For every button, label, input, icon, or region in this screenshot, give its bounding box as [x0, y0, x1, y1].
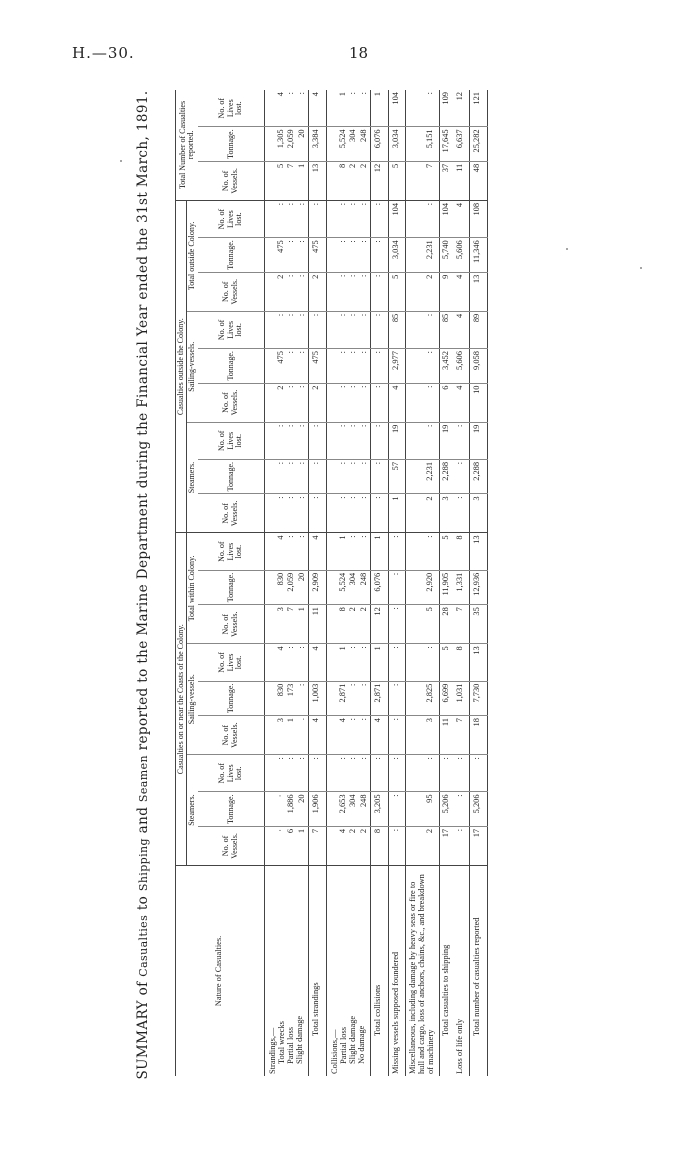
- cell-value: 121: [470, 90, 488, 127]
- cell-value: 830 2,059 20: [264, 570, 309, 604]
- cell-value: 2,653 304 248: [326, 792, 371, 826]
- label-partial-loss: Partial loss: [285, 1027, 295, 1064]
- cell-value: 25,282: [470, 127, 488, 161]
- col-lives: No. of Lives lost.: [198, 422, 265, 459]
- cell-value: 12: [453, 90, 470, 127]
- label-total-strandings: Total strandings: [311, 982, 321, 1036]
- row-total-reported: [470, 90, 488, 1076]
- row-total-collisions: [371, 90, 389, 1076]
- cell-value: :: [406, 311, 440, 348]
- page-number: 18: [349, 44, 369, 62]
- cell-value: 475: [309, 349, 327, 383]
- cell-value: 4: [309, 90, 327, 127]
- cell-value: :: [453, 494, 470, 533]
- cell-value: 5,524 304 248: [326, 127, 371, 161]
- cell-value: :: [371, 238, 389, 272]
- col-sailing-near: Sailing-vessels.: [187, 644, 198, 755]
- cell-value: 5,524 304 248: [326, 570, 371, 604]
- cell-value: 4: [371, 716, 389, 755]
- cell-value: 4: [309, 644, 327, 681]
- cell-value: 5,740: [440, 238, 453, 272]
- cell-value: 9,058: [470, 349, 488, 383]
- cell-value: 4: [309, 716, 327, 755]
- casualties-summary-table: [175, 90, 488, 1076]
- cell-value: 4: [453, 311, 470, 348]
- row-collisions: [326, 90, 371, 1076]
- col-group-near: Casualties on or near the Coasts of the Colony.: [176, 533, 187, 866]
- col-sailing-outside: Sailing-vessels.: [187, 311, 198, 422]
- cell-value: 108: [470, 200, 488, 237]
- table-title: SUMMARY of Casualties to Shipping and Seamen reported to the Marine Department during the Financial Year ended the 31st March, 1891.: [135, 90, 151, 1080]
- cell-value: :: [371, 383, 389, 422]
- cell-value: 5,606: [453, 349, 470, 383]
- cell-value: :: [388, 644, 406, 681]
- cell-value: : : :: [326, 349, 371, 383]
- cell-value: 3,452: [440, 349, 453, 383]
- cell-value: : : :: [326, 459, 371, 493]
- cell-value: 10: [470, 383, 488, 422]
- cell-value: :: [406, 349, 440, 383]
- cell-value: 11,346: [470, 238, 488, 272]
- cell-value: 475 : :: [264, 349, 309, 383]
- col-lives: No. of Lives lost.: [198, 311, 265, 348]
- cell-value: 2,288: [470, 459, 488, 493]
- cell-value: 11: [309, 605, 327, 644]
- cell-value: :: [406, 533, 440, 570]
- col-tonnage: Tonnage.: [198, 570, 265, 604]
- label-slight-damage: Slight damage: [294, 1015, 304, 1064]
- cell-value: 2: [406, 826, 440, 865]
- cell-value: 2: [309, 383, 327, 422]
- col-lives: No. of Lives lost.: [198, 644, 265, 681]
- cell-value: 95: [406, 792, 440, 826]
- col-vessels: No. of Vessels.: [198, 383, 265, 422]
- cell-value: :: [371, 200, 389, 237]
- cell-value: 8: [453, 533, 470, 570]
- cell-value: 104: [388, 200, 406, 237]
- cell-value: : : :: [326, 200, 371, 237]
- cell-value: 19: [440, 422, 453, 459]
- header-reference: H.—30.: [72, 44, 135, 62]
- col-total-outside: Total outside Colony.: [187, 200, 198, 311]
- cell-value: 7: [453, 716, 470, 755]
- cell-value: 3 7 1: [264, 605, 309, 644]
- col-tonnage: Tonnage.: [198, 349, 265, 383]
- cell-value: 2,871: [371, 681, 389, 715]
- col-tonnage: Tonnage.: [198, 238, 265, 272]
- cell-value: :: [453, 422, 470, 459]
- cell-value: :: [388, 681, 406, 715]
- cell-value: 7,730: [470, 681, 488, 715]
- cell-value: 1,031: [453, 681, 470, 715]
- cell-value: 12: [371, 605, 389, 644]
- cell-value: :: [309, 755, 327, 792]
- cell-value: :: [406, 383, 440, 422]
- cell-value: 1: [388, 494, 406, 533]
- cell-value: 4: [453, 272, 470, 311]
- cell-value: 11: [453, 161, 470, 200]
- cell-value: : : :: [326, 422, 371, 459]
- cell-value: 6,637: [453, 127, 470, 161]
- label-c-partial-loss: Partial loss: [338, 1027, 348, 1064]
- row-missing: [388, 90, 406, 1076]
- cell-value: 5 7 1: [264, 161, 309, 200]
- cell-value: 85: [388, 311, 406, 348]
- cell-value: 7: [309, 826, 327, 865]
- cell-value: 2,231: [406, 238, 440, 272]
- cell-value: : : :: [264, 200, 309, 237]
- cell-value: 19: [388, 422, 406, 459]
- cell-value: : : :: [264, 494, 309, 533]
- cell-value: :: [470, 755, 488, 792]
- row-loss-of-life: [453, 90, 470, 1076]
- cell-value: 19: [470, 422, 488, 459]
- cell-value: 13: [470, 533, 488, 570]
- cell-value: 2,977: [388, 349, 406, 383]
- cell-value: 2,825: [406, 681, 440, 715]
- cell-value: 4: [309, 533, 327, 570]
- label-c-slight-damage: Slight damage: [347, 1015, 357, 1064]
- col-lives: No. of Lives lost.: [198, 755, 265, 792]
- cell-value: 57: [388, 459, 406, 493]
- cell-value: 3: [470, 494, 488, 533]
- cell-value: 3 1 .: [264, 716, 309, 755]
- cell-value: · 6 1: [264, 826, 309, 865]
- cell-value: 9: [440, 272, 453, 311]
- cell-value: 4 : :: [326, 716, 371, 755]
- cell-value: 1 : :: [326, 533, 371, 570]
- cell-value: 1: [371, 90, 389, 127]
- cell-value: :: [309, 311, 327, 348]
- cell-value: : : :: [326, 238, 371, 272]
- cell-value: :: [440, 755, 453, 792]
- cell-value: 89: [470, 311, 488, 348]
- cell-value: 2 : :: [264, 272, 309, 311]
- col-lives: No. of Lives lost.: [198, 200, 265, 237]
- label-strandings: Strandings,—: [267, 1027, 277, 1074]
- col-vessels: No. of Vessels.: [198, 272, 265, 311]
- col-tonnage: Tonnage.: [198, 681, 265, 715]
- cell-value: :: [453, 755, 470, 792]
- cell-value: 12,936: [470, 570, 488, 604]
- cell-value: · 1,886 20: [264, 792, 309, 826]
- label-missing: Missing vessels supposed foundered: [390, 951, 400, 1074]
- cell-value: :: [388, 605, 406, 644]
- label-collisions: Collisions,—: [329, 1029, 339, 1074]
- cell-value: : : :: [326, 494, 371, 533]
- paper-speck: [120, 160, 122, 162]
- col-vessels: No. of Vessels.: [198, 716, 265, 755]
- cell-value: 8: [453, 644, 470, 681]
- cell-value: :: [406, 90, 440, 127]
- col-tonnage: Tonnage.: [198, 127, 265, 161]
- cell-value: :: [388, 755, 406, 792]
- cell-value: 6,076: [371, 570, 389, 604]
- cell-value: 5: [388, 272, 406, 311]
- col-nature: Nature of Casualties.: [176, 866, 265, 1077]
- cell-value: :: [406, 644, 440, 681]
- cell-value: 6,076: [371, 127, 389, 161]
- cell-value: :: [371, 494, 389, 533]
- cell-value: : : :: [326, 311, 371, 348]
- cell-value: : : :: [264, 459, 309, 493]
- cell-value: 2,909: [309, 570, 327, 604]
- cell-value: 17: [440, 826, 453, 865]
- cell-value: :: [309, 494, 327, 533]
- cell-value: 5: [406, 605, 440, 644]
- row-total-shipping: [440, 90, 453, 1076]
- cell-value: 4: [453, 200, 470, 237]
- cell-value: 7: [406, 161, 440, 200]
- cell-value: :: [388, 533, 406, 570]
- cell-value: 3: [440, 494, 453, 533]
- col-vessels: No. of Vessels.: [198, 494, 265, 533]
- cell-value: :: [453, 459, 470, 493]
- cell-value: 5: [388, 161, 406, 200]
- cell-value: :: [388, 792, 406, 826]
- col-vessels: No. of Vessels.: [198, 605, 265, 644]
- cell-value: 13: [470, 644, 488, 681]
- cell-value: 1,003: [309, 681, 327, 715]
- cell-value: 5,151: [406, 127, 440, 161]
- cell-value: : : :: [264, 311, 309, 348]
- cell-value: 8 2 2: [326, 161, 371, 200]
- cell-value: 18: [470, 716, 488, 755]
- cell-value: 5,606: [453, 238, 470, 272]
- cell-value: 4 2 2: [326, 826, 371, 865]
- cell-value: 475 : :: [264, 238, 309, 272]
- cell-value: 13: [470, 272, 488, 311]
- cell-value: 2,871 : :: [326, 681, 371, 715]
- cell-value: :: [406, 422, 440, 459]
- cell-value: :: [309, 200, 327, 237]
- cell-value: :: [309, 459, 327, 493]
- cell-value: 3,205: [371, 792, 389, 826]
- cell-value: : : :: [264, 422, 309, 459]
- cell-value: 4 : :: [264, 644, 309, 681]
- cell-value: 2,231: [406, 459, 440, 493]
- cell-value: 4: [388, 383, 406, 422]
- cell-value: 3,384: [309, 127, 327, 161]
- row-misc: [406, 90, 440, 1076]
- cell-value: :: [371, 422, 389, 459]
- label-loss-of-life: Loss of life only: [454, 1018, 464, 1074]
- cell-value: :: [388, 570, 406, 604]
- col-lives: No. of Lives lost.: [198, 90, 265, 127]
- cell-value: 2,920: [406, 570, 440, 604]
- cell-value: 5,206: [440, 792, 453, 826]
- paper-speck: [640, 267, 642, 269]
- cell-value: 475: [309, 238, 327, 272]
- cell-value: 17: [470, 826, 488, 865]
- col-tonnage: Tonnage.: [198, 459, 265, 493]
- col-vessels: No. of Vessels.: [198, 161, 265, 200]
- cell-value: 6: [440, 383, 453, 422]
- col-group-outside: Casualties outside the Colony.: [176, 200, 187, 533]
- cell-value: 5: [440, 533, 453, 570]
- cell-value: : : :: [326, 755, 371, 792]
- cell-value: :: [388, 716, 406, 755]
- cell-value: 8 2 2: [326, 605, 371, 644]
- rotated-table-sheet: [135, 90, 575, 1080]
- cell-value: 1: [371, 533, 389, 570]
- label-c-no-damage: No damage: [356, 1025, 366, 1064]
- cell-value: :: [371, 272, 389, 311]
- cell-value: 1: [371, 644, 389, 681]
- cell-value: 85: [440, 311, 453, 348]
- cell-value: 4 : :: [264, 533, 309, 570]
- cell-value: 5: [440, 644, 453, 681]
- cell-value: 3,034: [388, 127, 406, 161]
- cell-value: 37: [440, 161, 453, 200]
- row-strandings: [264, 90, 309, 1076]
- label-total-wrecks: Total wrecks: [276, 1021, 286, 1064]
- col-vessels: No. of Vessels.: [198, 826, 265, 865]
- cell-value: 3: [406, 716, 440, 755]
- cell-value: :: [371, 349, 389, 383]
- col-tonnage: Tonnage.: [198, 792, 265, 826]
- cell-value: 3,034: [388, 238, 406, 272]
- cell-value: 4 : :: [264, 90, 309, 127]
- cell-value: 17,645: [440, 127, 453, 161]
- cell-value: 13: [309, 161, 327, 200]
- col-steamers-outside: Steamers.: [187, 422, 198, 533]
- cell-value: 5,206: [470, 792, 488, 826]
- cell-value: 2,288: [440, 459, 453, 493]
- col-group-total: Total Number of Casualties reported.: [176, 90, 198, 200]
- cell-value: 2 : :: [264, 383, 309, 422]
- cell-value: :: [388, 826, 406, 865]
- cell-value: 2: [406, 272, 440, 311]
- cell-value: 830 173 :: [264, 681, 309, 715]
- cell-value: 109: [440, 90, 453, 127]
- cell-value: 6,699: [440, 681, 453, 715]
- cell-value: 1,906: [309, 792, 327, 826]
- cell-value: :: [309, 422, 327, 459]
- cell-value: :: [406, 755, 440, 792]
- cell-value: 48: [470, 161, 488, 200]
- cell-value: 1 : :: [326, 90, 371, 127]
- cell-value: :: [453, 826, 470, 865]
- cell-value: :: [371, 311, 389, 348]
- cell-value: : : :: [326, 272, 371, 311]
- label-total-reported: Total number of casualties reported: [472, 917, 482, 1036]
- cell-value: 1,331: [453, 570, 470, 604]
- label-total-collisions: Total collisions: [373, 984, 383, 1036]
- cell-value: 4: [453, 383, 470, 422]
- cell-value: :: [371, 459, 389, 493]
- cell-value: : : :: [326, 383, 371, 422]
- cell-value: 11: [440, 716, 453, 755]
- cell-value: 104: [388, 90, 406, 127]
- paper-speck: [566, 248, 568, 250]
- cell-value: 11,905: [440, 570, 453, 604]
- cell-value: 8: [371, 826, 389, 865]
- cell-value: 28: [440, 605, 453, 644]
- cell-value: 35: [470, 605, 488, 644]
- cell-value: 2: [406, 494, 440, 533]
- col-total-within: Total within Colony.: [187, 533, 198, 644]
- col-steamers-near: Steamers.: [187, 755, 198, 866]
- cell-value: 1,305 2,059 20: [264, 127, 309, 161]
- cell-value: 104: [440, 200, 453, 237]
- cell-value: :: [453, 792, 470, 826]
- cell-value: : : :: [264, 755, 309, 792]
- row-total-strandings: [309, 90, 327, 1076]
- label-misc: Miscellaneous, including damage by heavy seas or fire to hull and cargo, loss of anchors, chains, &c., and breakdown of machinery: [408, 874, 436, 1074]
- label-total-shipping: Total casualties to shipping: [441, 944, 451, 1036]
- cell-value: 7: [453, 605, 470, 644]
- col-lives: No. of Lives lost.: [198, 533, 265, 570]
- cell-value: :: [406, 200, 440, 237]
- cell-value: :: [371, 755, 389, 792]
- cell-value: 2: [309, 272, 327, 311]
- cell-value: 1 : :: [326, 644, 371, 681]
- cell-value: 12: [371, 161, 389, 200]
